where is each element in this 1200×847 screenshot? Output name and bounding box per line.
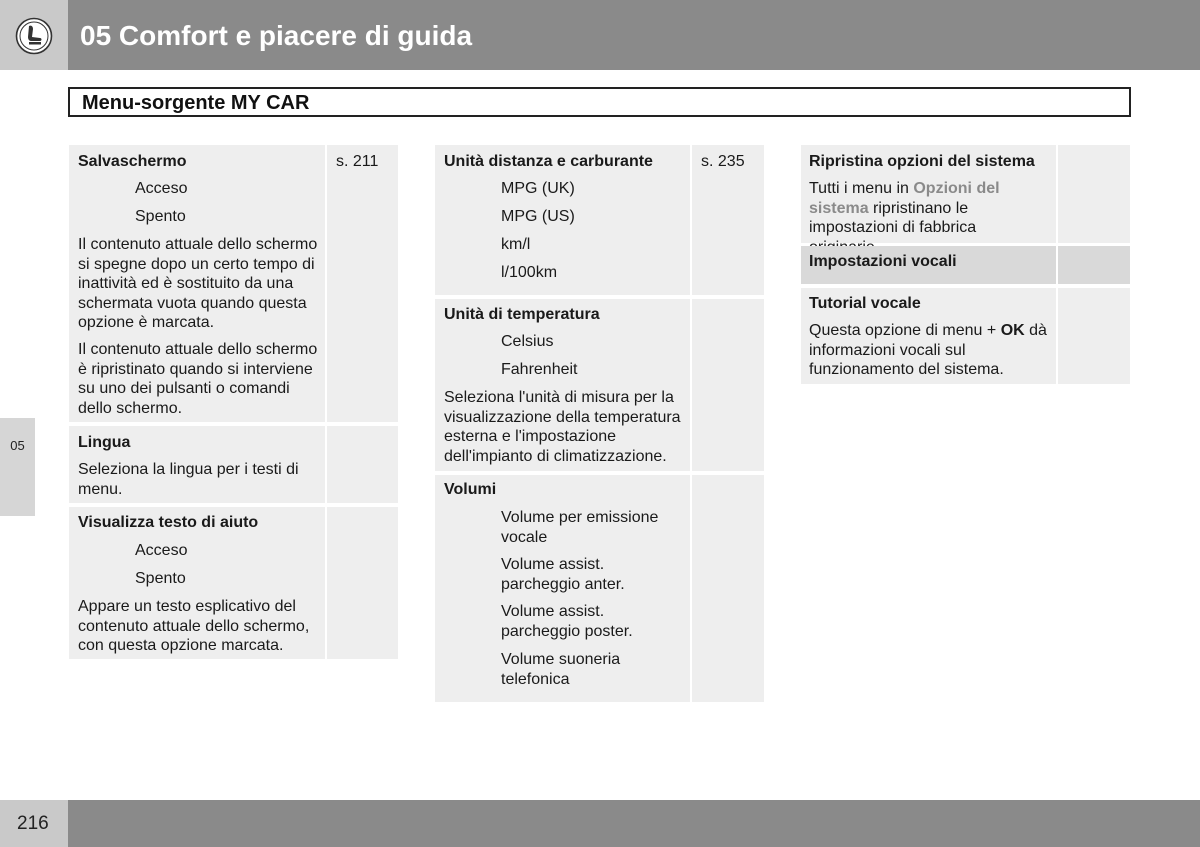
- salvaschermo-title: Salvaschermo: [78, 153, 187, 170]
- testo-aiuto-option-spento: Spento: [135, 570, 186, 587]
- testo-aiuto-cell: [69, 507, 325, 659]
- tutorial-text-before: Questa opzione di menu +: [809, 322, 1001, 339]
- volumi-cell: [435, 475, 690, 702]
- salvaschermo-option-acceso: Acceso: [135, 180, 188, 197]
- impostazioni-vocali-cell: [801, 246, 1056, 284]
- temperatura-option-celsius: Celsius: [501, 333, 554, 350]
- distanza-title: Unità distanza e carburante: [444, 153, 653, 170]
- volumi-option-suoneria-telefonica: Volume suoneria telefonica: [501, 651, 621, 688]
- salvaschermo-cell: [69, 145, 325, 422]
- chapter-title: 05 Comfort e piacere di guida: [80, 20, 473, 51]
- impostazioni-vocali-title: Impostazioni vocali: [809, 253, 957, 270]
- testo-aiuto-text: Appare un testo esplicativo del contenuto attuale dello schermo, con questa opzione marcata.: [78, 598, 310, 655]
- lingua-title: Lingua: [78, 434, 131, 451]
- ripristina-title: Ripristina opzioni del sistema: [809, 153, 1035, 170]
- temperatura-ref-cell: [692, 299, 764, 471]
- distanza-option-mpg-uk: MPG (UK): [501, 180, 575, 197]
- temperatura-title: Unità di temperatura: [444, 306, 600, 323]
- tutorial-ref-cell: [1058, 288, 1130, 384]
- chapter-side-tab-label: 05: [10, 438, 25, 453]
- volumi-option-emissione-vocale: Volume per emissione vocale: [501, 509, 659, 546]
- distanza-option-mpg-us: MPG (US): [501, 208, 575, 225]
- lingua-cell: [69, 426, 325, 503]
- volumi-option-parcheggio-anter: Volume assist. parcheggio anter.: [501, 556, 625, 593]
- lingua-ref-cell: [327, 426, 398, 503]
- salvaschermo-ref-cell: [327, 145, 398, 422]
- ripristina-ref-cell: [1058, 145, 1130, 243]
- ripristina-text-before: Tutti i menu in: [809, 180, 914, 197]
- distanza-page-ref: s. 235: [701, 153, 745, 170]
- salvaschermo-paragraph-2: Il contenuto attuale dello schermo è ripristinato quando si interviene su uno dei pulsanti o comandi dello schermo.: [78, 341, 318, 417]
- seat-icon: [15, 17, 53, 55]
- chapter-side-tab: [0, 418, 35, 516]
- temperatura-text: Seleziona l'unità di misura per la visualizzazione della temperatura esterna e l'impostazione dell'impianto di climatizzazione.: [444, 389, 681, 465]
- testo-aiuto-ref-cell: [327, 507, 398, 659]
- salvaschermo-option-spento: Spento: [135, 208, 186, 225]
- tutorial-text: [809, 321, 1049, 380]
- volumi-ref-cell: [692, 475, 764, 702]
- temperatura-cell: [435, 299, 690, 471]
- distanza-option-l-100km: l/100km: [501, 264, 558, 281]
- distanza-cell: [435, 145, 690, 295]
- testo-aiuto-title: Visualizza testo di aiuto: [78, 514, 259, 531]
- tutorial-title: Tutorial vocale: [809, 295, 921, 312]
- ripristina-cell: [801, 145, 1056, 243]
- section-title: Menu-sorgente MY CAR: [82, 92, 310, 114]
- temperatura-option-fahrenheit: Fahrenheit: [501, 361, 578, 378]
- section-title-box: [68, 87, 1131, 117]
- footer-bar: [68, 800, 1200, 847]
- salvaschermo-paragraph-1: Il contenuto attuale dello schermo si spegne dopo un certo tempo di inattività ed è sostituito da una schermata vuota quando questa opzione è marcata.: [78, 236, 318, 332]
- impostazioni-vocali-ref-cell: [1058, 246, 1130, 284]
- tutorial-cell: [801, 288, 1056, 384]
- distanza-option-km-l: km/l: [501, 236, 531, 253]
- ripristina-highlight-link: Opzioni del sistema: [809, 180, 1000, 217]
- lingua-text: Seleziona la lingua per i testi di menu.: [78, 461, 299, 498]
- ripristina-text-after: ripristinano le impostazioni di fabbrica: [809, 199, 977, 237]
- salvaschermo-page-ref: s. 211: [336, 153, 379, 170]
- testo-aiuto-option-acceso: Acceso: [135, 542, 188, 559]
- page-number: 216: [17, 813, 49, 834]
- volumi-option-parcheggio-poster: Volume assist. parcheggio poster.: [501, 603, 633, 640]
- volumi-title: Volumi: [444, 481, 497, 498]
- tutorial-ok-label: OK: [1000, 322, 1025, 339]
- tutorial-text-after: dà informazioni vocali sul funzionamento del sistema.: [809, 322, 1047, 379]
- distanza-ref-cell: [692, 145, 764, 295]
